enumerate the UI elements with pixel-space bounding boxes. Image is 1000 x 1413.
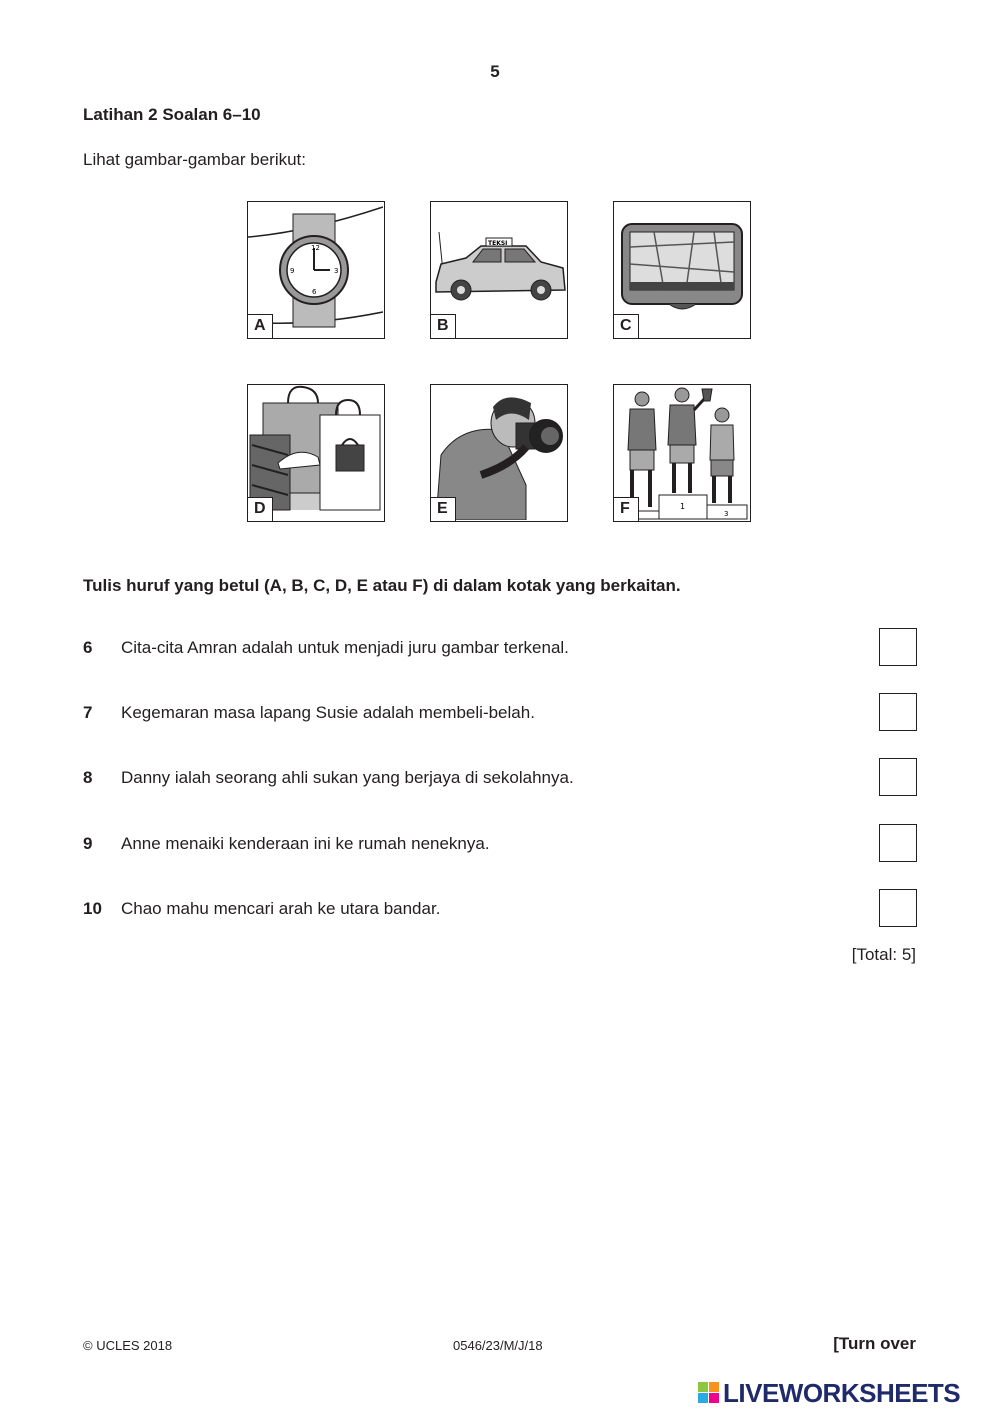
exercise-heading: Latihan 2 Soalan 6–10: [83, 105, 261, 124]
question-row: [83, 628, 917, 668]
answer-box-10[interactable]: [879, 889, 917, 927]
answer-box-8[interactable]: [879, 758, 917, 796]
question-text: Anne menaiki kenderaan ini ke rumah neneknya.: [121, 834, 490, 853]
answer-box-9[interactable]: [879, 824, 917, 862]
picture-e-photographer: [430, 384, 568, 522]
picture-label: F: [613, 497, 639, 522]
answer-box-7[interactable]: [879, 693, 917, 731]
picture-c-gps: [613, 201, 751, 339]
question-number: 9: [83, 834, 93, 853]
picture-label: A: [247, 314, 273, 339]
taxi-sign: TEKSI: [488, 240, 508, 247]
question-number: 6: [83, 638, 93, 657]
intro-text: Lihat gambar-gambar berikut:: [83, 150, 307, 169]
question-row: [83, 824, 917, 864]
picture-label: C: [613, 314, 639, 339]
picture-a-watch: [247, 201, 385, 339]
page-number: 5: [490, 62, 500, 81]
svg-text:12: 12: [311, 244, 320, 252]
question-number: 8: [83, 768, 93, 787]
question-text: Kegemaran masa lapang Susie adalah membeli-belah.: [121, 703, 535, 722]
svg-text:6: 6: [312, 288, 317, 296]
paper-code: 0546/23/M/J/18: [453, 1338, 543, 1353]
question-row: [83, 758, 917, 798]
picture-label: D: [247, 497, 273, 522]
turn-over-text: [Turn over: [833, 1334, 916, 1353]
question-text: Cita-cita Amran adalah untuk menjadi juru gambar terkenal.: [121, 638, 569, 657]
question-text: Danny ialah seorang ahli sukan yang berjaya di sekolahnya.: [121, 768, 574, 787]
instruction-text: Tulis huruf yang betul (A, B, C, D, E atau F) di dalam kotak yang berkaitan.: [83, 576, 681, 595]
total-marks: [Total: 5]: [851, 945, 916, 964]
third-place-number: 3: [724, 510, 729, 518]
svg-text:3: 3: [334, 267, 339, 275]
liveworksheets-icon: [698, 1382, 720, 1404]
question-number: 7: [83, 703, 93, 722]
liveworksheets-text: LIVEWORKSHEETS: [723, 1377, 961, 1408]
picture-f-podium: [613, 384, 751, 522]
liveworksheets-logo[interactable]: [698, 1378, 960, 1408]
question-number: 10: [83, 899, 102, 918]
svg-text:9: 9: [290, 267, 295, 275]
question-text: Chao mahu mencari arah ke utara bandar.: [121, 899, 441, 918]
answer-box-6[interactable]: [879, 628, 917, 666]
question-row: [83, 889, 917, 929]
question-row: [83, 693, 917, 733]
picture-b-taxi: [430, 201, 568, 339]
first-place-number: 1: [680, 502, 686, 511]
picture-d-shopping: [247, 384, 385, 522]
picture-label: B: [430, 314, 456, 339]
copyright-text: © UCLES 2018: [83, 1338, 173, 1353]
picture-label: E: [430, 497, 456, 522]
